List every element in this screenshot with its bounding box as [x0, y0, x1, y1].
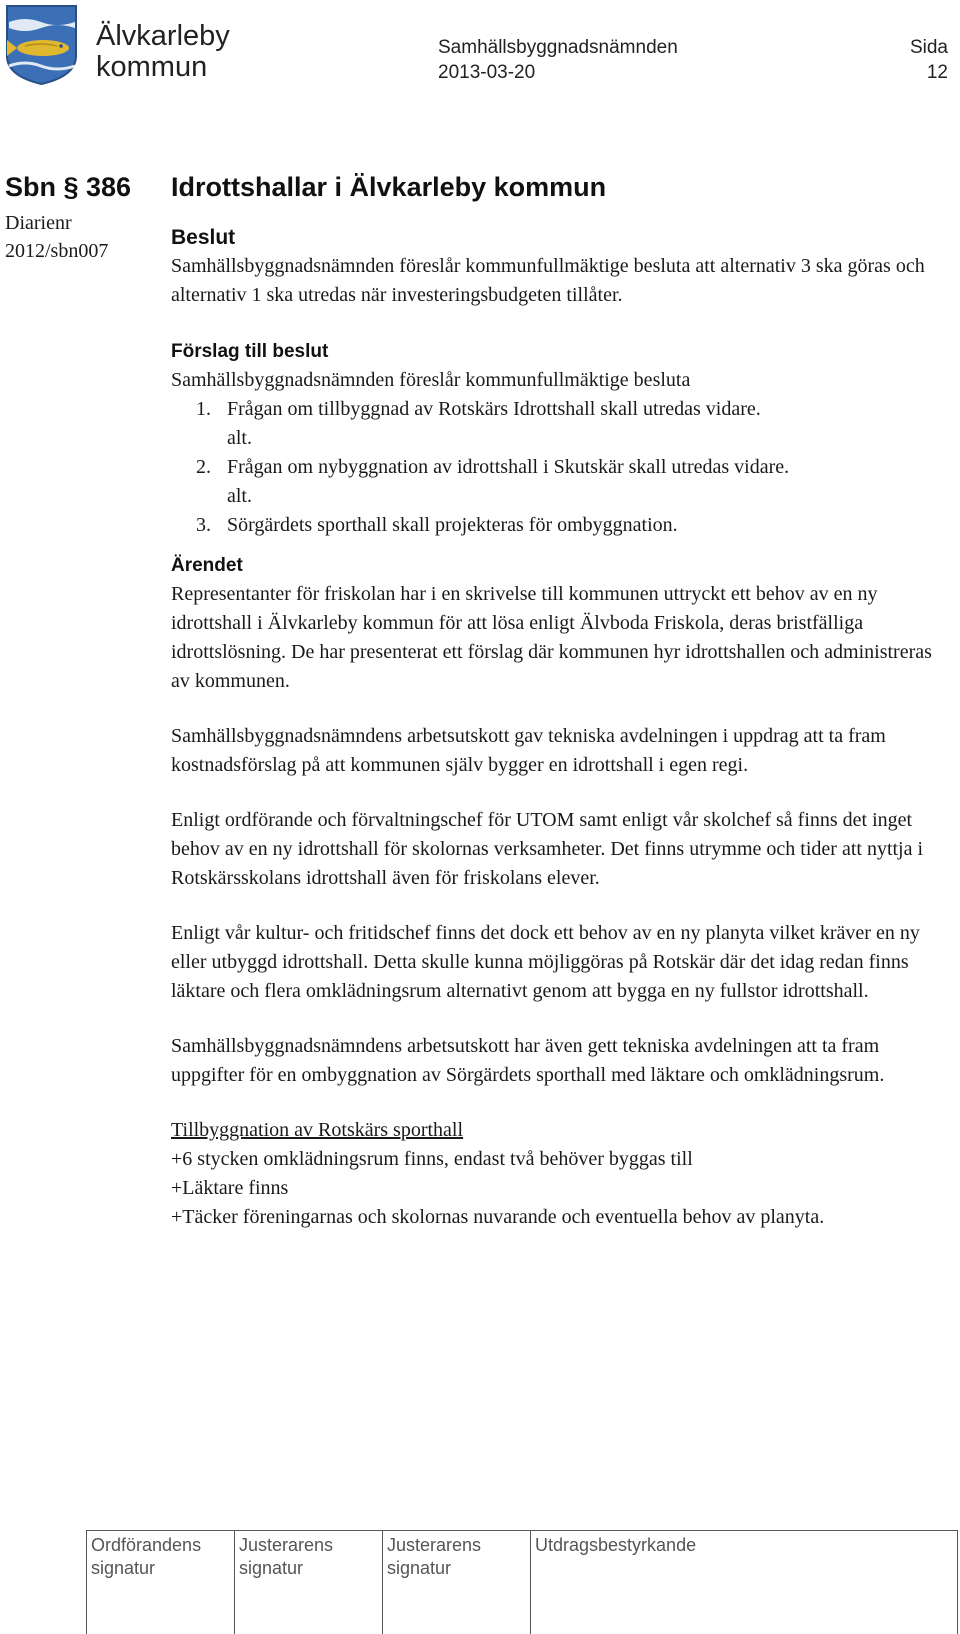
signature-cell-label: signatur [387, 1558, 452, 1578]
logo-wordmark [96, 21, 230, 83]
logo-wordmark-line1: Älvkarleby [96, 20, 230, 52]
list-item-number: 1. [196, 398, 211, 420]
signature-cell-chair [87, 1531, 235, 1634]
list-item [171, 511, 941, 540]
signature-cell-label: Ordförandens [91, 1535, 202, 1555]
diarie-number: 2012/sbn007 [5, 240, 109, 262]
header-page-label: Sida [909, 37, 948, 58]
beslut-text: Samhällsbyggnadsnämnden föreslår kommunfullmäktige besluta att alternativ 3 ska göras och alternativ 1 ska utredas när investeringsbudgeten tillåter. [171, 255, 925, 306]
paragraph: Enligt ordförande och förvaltningschef för UTOM samt enligt vår skolchef så finns det inget behov av en ny idrottshall för skolornas verksamheter. Det finns utrymme och tider att nyttja i Rotskärsskolans idrottshall även för friskolans elever. [171, 809, 924, 889]
alt-label: alt. [227, 485, 252, 507]
list-item-number: 3. [196, 514, 211, 536]
signature-cell-label: Utdragsbestyrkande [535, 1535, 697, 1555]
signature-table [86, 1530, 958, 1634]
municipality-logo [5, 4, 78, 86]
list-item-number: 2. [196, 456, 211, 478]
signature-cell-certification [531, 1531, 955, 1634]
list-item [171, 453, 941, 482]
signature-cell-adjuster-2 [383, 1531, 531, 1634]
arendet-heading: Ärendet [171, 555, 243, 576]
list-item-text: Sörgärdets sporthall skall projekteras för ombyggnation. [227, 514, 678, 536]
paragraph: Representanter för friskolan har i en skrivelse till kommunen uttryckt ett behov av en ny idrottshall i Älvkarleby kommun för att lösa enligt Älvboda Friskola, deras bristfälliga idrottslösning. De har presenterat ett förslag där kommunen hyr idrottshallen och administreras av kommunen. [171, 583, 932, 692]
signature-cell-label: signatur [91, 1558, 156, 1578]
forslag-list [171, 395, 941, 540]
list-item [171, 395, 941, 424]
header-page-number: 12 [926, 62, 948, 83]
tillbyggnad-point: +Täcker föreningarnas och skolornas nuvarande och eventuella behov av planyta. [171, 1206, 825, 1228]
coat-of-arms-icon [5, 4, 78, 86]
logo-wordmark-line2: kommun [96, 51, 208, 83]
forslag-heading: Förslag till beslut [171, 341, 329, 362]
document-body [171, 170, 941, 1232]
beslut-heading: Beslut [171, 226, 236, 249]
list-item-text: Frågan om tillbyggnad av Rotskärs Idrottshall skall utredas vidare. [227, 398, 761, 420]
tillbyggnad-point: +6 stycken omklädningsrum finns, endast två behöver byggas till [171, 1148, 693, 1170]
alt-label: alt. [227, 427, 252, 449]
signature-cell-adjuster-1 [235, 1531, 383, 1634]
signature-cell-label: Justerarens [387, 1535, 482, 1555]
signature-cell-label: Justerarens [239, 1535, 334, 1555]
header-committee: Samhällsbyggnadsnämnden [438, 37, 678, 58]
list-item-text: Frågan om nybyggnation av idrottshall i Skutskär skall utredas vidare. [227, 456, 790, 478]
section-number: Sbn § 386 [5, 172, 132, 202]
paragraph: Enligt vår kultur- och fritidschef finns det dock ett behov av en ny planyta vilket kräver en ny eller utbyggd idrottshall. Detta skulle kunna möjliggöras på Rotskär där det idag redan finns läktare och flera omklädningsrum alternativt genom att bygga en ny fullstor idrottshall. [171, 922, 920, 1002]
paragraph: Samhällsbyggnadsnämndens arbetsutskott gav tekniska avdelningen i uppdrag att ta fram kostnadsförslag på att kommunen själv bygger en idrottshall i egen regi. [171, 725, 886, 776]
tillbyggnad-point: +Läktare finns [171, 1177, 289, 1199]
forslag-intro: Samhällsbyggnadsnämnden föreslår kommunfullmäktige besluta [171, 369, 691, 391]
header-date: 2013-03-20 [438, 62, 536, 83]
signature-cell-label: signatur [239, 1558, 304, 1578]
diarie-label: Diarienr [5, 212, 72, 234]
document-title: Idrottshallar i Älvkarleby kommun [171, 172, 607, 202]
paragraph: Samhällsbyggnadsnämndens arbetsutskott har även gett tekniska avdelningen att ta fram uppgifter för en ombyggnation av Sörgärdets sporthall med läktare och omklädningsrum. [171, 1035, 885, 1086]
tillbyggnad-heading: Tillbyggnation av Rotskärs sporthall [171, 1119, 464, 1141]
